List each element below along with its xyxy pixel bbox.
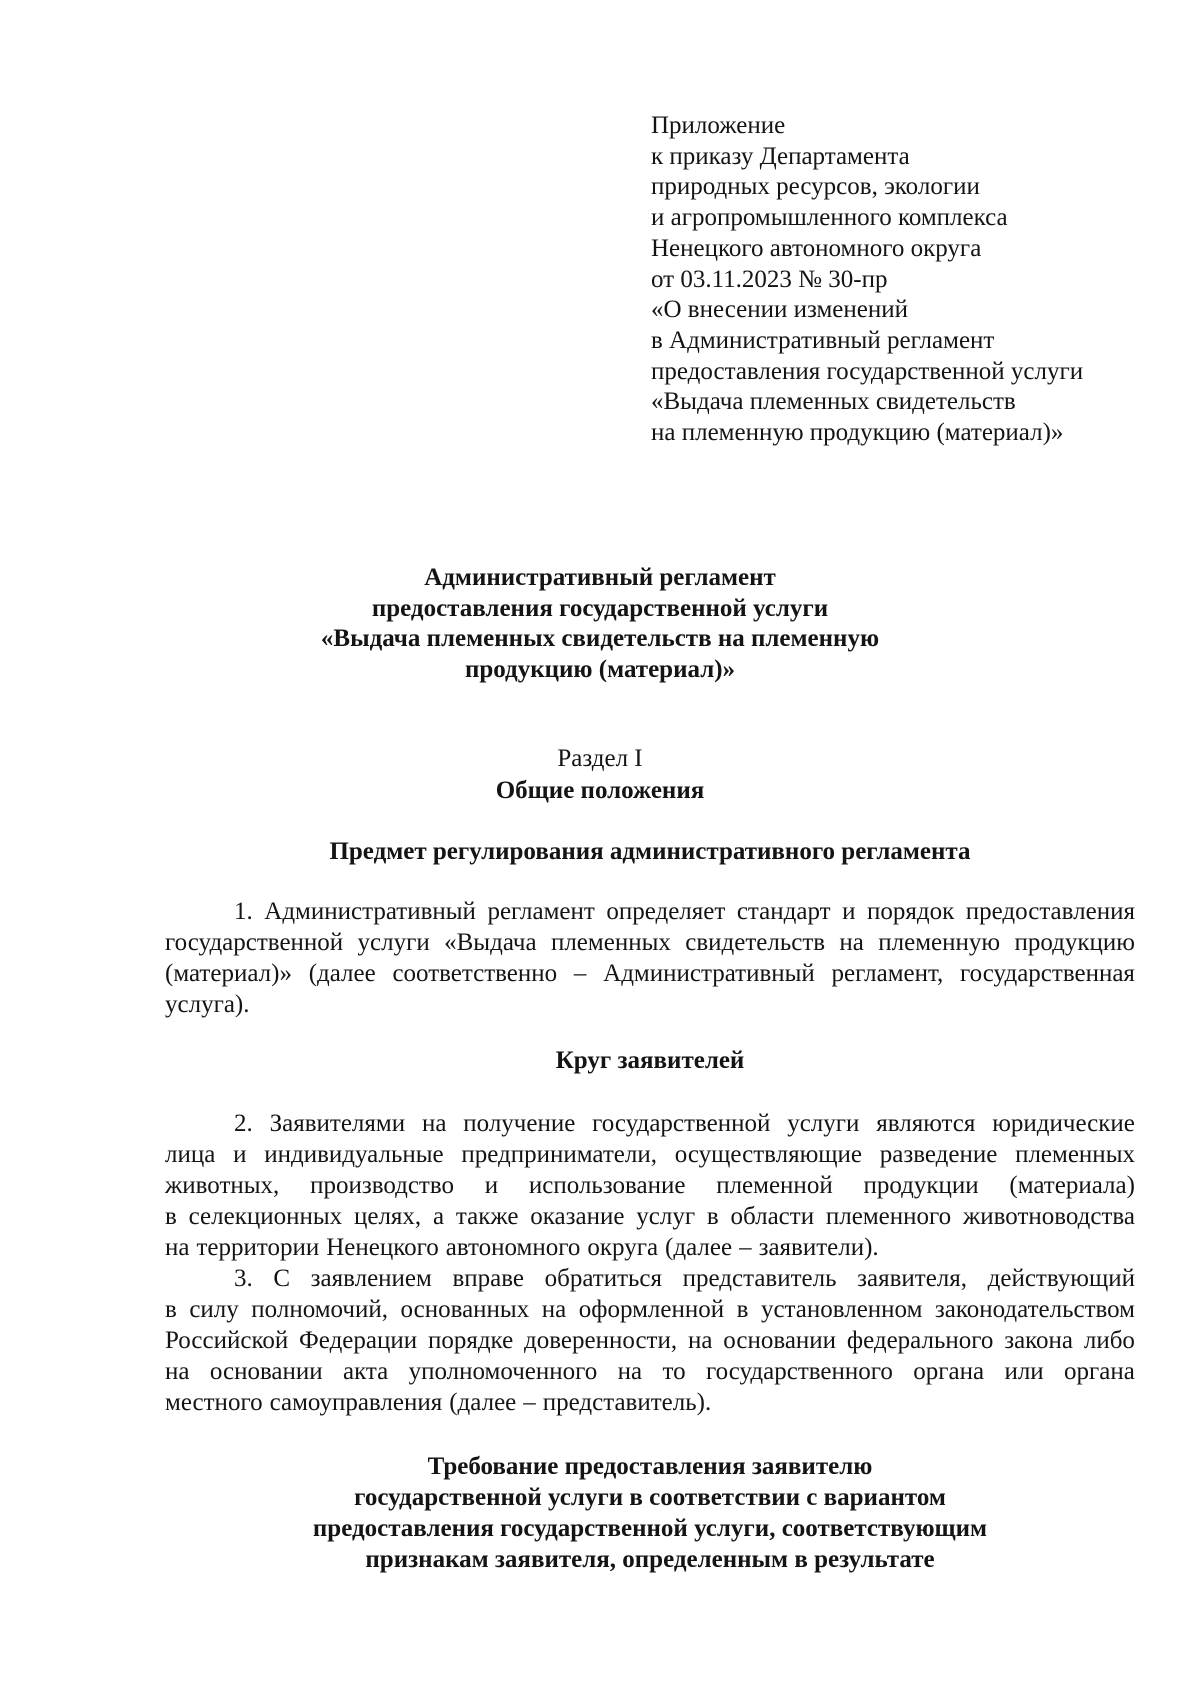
appendix-line: от 03.11.2023 № 30-пр [651,265,888,293]
section-name: Общие положения [495,777,705,804]
requirement-heading-line: Требование предоставления заявителю [427,1453,873,1480]
appendix-line: «О внесении изменений [651,296,909,324]
paragraph-line [165,1325,1135,1356]
paragraph-line [165,1356,1135,1387]
word: – [523,1389,536,1416]
paragraph-line [165,1232,1135,1263]
paragraph-line [165,989,1135,1020]
subject-heading [165,836,1135,867]
word: регламент, [831,960,944,987]
word: и [484,1172,499,1199]
word: органа [1064,1358,1135,1385]
word: представитель [682,1265,837,1292]
word: Федерации [299,1327,418,1354]
word: услуга). [165,991,250,1018]
applicants-heading-text: Круг заявителей [555,1047,745,1074]
word: осуществляющие [674,1141,862,1168]
word: предприниматели, [461,1141,657,1168]
word: акта [343,1358,389,1385]
paragraph-3 [165,1263,1135,1418]
appendix-line: «Выдача племенных свидетельств [651,388,1016,416]
appendix-line: в Административный регламент [651,326,995,354]
appendix-line: предоставления государственной услуги [651,357,1084,385]
word: – [739,1234,752,1261]
appendix-block [651,111,1171,449]
subject-heading-text: Предмет регулирования административного регламента [329,838,971,865]
word: государственная [960,960,1135,987]
word: производство [310,1172,454,1199]
word: услуги [357,929,430,956]
word: в [165,1296,177,1323]
word: племенного [825,1203,952,1230]
word: на [165,1234,190,1261]
word: предоставления [965,898,1135,925]
word: и [233,1141,247,1168]
word: доверенности, [524,1327,678,1354]
word: (далее [665,1234,733,1261]
word: свидетельств [685,929,826,956]
word: Административный [603,960,815,987]
word: юридические [992,1110,1135,1137]
word: заявлением [310,1265,432,1292]
word: (далее [449,1389,517,1416]
word: на [839,929,864,956]
word: племенных [550,929,671,956]
paragraph-line [165,1294,1135,1325]
word: С [273,1265,291,1292]
word: то [662,1358,686,1385]
word: порядке [427,1327,514,1354]
word: (материала) [1009,1172,1135,1199]
word: селекционных [188,1203,343,1230]
paragraph-line [165,1108,1135,1139]
paragraph-line [165,927,1135,958]
word: в [165,1203,177,1230]
word: регламент [487,898,595,925]
word: оформленной [578,1296,725,1323]
document-title-line: Административный регламент [424,564,776,591]
word: федерального [846,1327,994,1354]
word: услуги [787,1110,860,1137]
requirement-heading-line: признакам заявителя, определенным в результате [365,1546,935,1573]
word: на [687,1327,713,1354]
paragraph-1 [165,896,1135,1020]
word: установленном [760,1296,923,1323]
word: животноводства [962,1203,1135,1230]
word: племенных [1015,1141,1135,1168]
word: государственного [705,1358,893,1385]
word: основании [209,1358,323,1385]
word: также [455,1203,519,1230]
word: заявители). [758,1234,879,1261]
word: основании [723,1327,837,1354]
paragraph-line [165,958,1135,989]
word: (далее [308,960,376,987]
word: действующий [987,1265,1135,1292]
word: 2. [234,1110,253,1137]
word: Ненецкого [326,1234,439,1261]
document-title [200,563,1000,685]
document-title-line: «Выдача племенных свидетельств на племенную [320,625,880,652]
appendix-line: к приказу Департамента [651,142,910,170]
word: продукции [863,1172,979,1199]
paragraph-line [165,1387,1135,1418]
word: разведение [879,1141,998,1168]
word: оказание [530,1203,625,1230]
appendix-line: природных ресурсов, экологии [651,173,980,201]
word: на [617,1358,643,1385]
word: Административный [264,898,476,925]
applicants-heading [165,1045,1135,1076]
word: а [432,1203,445,1230]
paragraph-line [165,896,1135,927]
document-title-line: продукцию (материал)» [464,655,736,683]
word: либо [1083,1327,1135,1354]
word: (материал)» [165,960,292,987]
word: автономного [445,1234,581,1261]
word: государственной [165,929,344,956]
word: в [736,1296,749,1323]
word: услуг [636,1203,696,1230]
section-label: Раздел I [557,745,643,772]
word: Заявителями [269,1110,406,1137]
appendix-line: Ненецкого автономного округа [651,234,982,262]
word: 3. [234,1265,253,1292]
word: в [706,1203,719,1230]
word: являются [876,1110,976,1137]
word: уполномоченного [408,1358,598,1385]
word: государственной [592,1110,771,1137]
word: животных, [165,1172,280,1199]
requirement-heading-line: предоставления государственной услуги, соответствующим [312,1515,988,1542]
word: на [421,1110,447,1137]
word: и [842,898,856,925]
word: лица [165,1141,216,1168]
word: племенной [716,1172,833,1199]
word: обратиться [544,1265,663,1292]
word: заявителя, [857,1265,968,1292]
word: вправе [452,1265,525,1292]
word: основанных [400,1296,530,1323]
word: закона [1004,1327,1074,1354]
word: определяет [606,898,726,925]
appendix-line: на племенную продукцию (материал)» [651,419,1064,447]
paragraph-line [165,1201,1135,1232]
word: законодательством [934,1296,1135,1323]
paragraph-line [165,1139,1135,1170]
word: силу [189,1296,239,1323]
requirement-heading-line: государственной услуги в соответствии с вариантом [354,1484,946,1511]
word: – [573,960,587,987]
paragraph-line [165,1170,1135,1201]
requirement-heading [165,1451,1135,1575]
document-title-line: предоставления государственной услуги [371,594,829,622]
word: или [1004,1358,1044,1385]
paragraph-line [165,1263,1135,1294]
word: соответственно [392,960,558,987]
word: порядок [866,898,955,925]
word: получение [463,1110,576,1137]
word: Российской [165,1327,289,1354]
appendix-line: и агропромышленного комплекса [651,204,1008,232]
word: 1. [234,898,253,925]
word: стандарт [736,898,831,925]
word: органа [913,1358,985,1385]
word: представитель). [542,1389,712,1416]
paragraph-2 [165,1108,1135,1263]
word: на [541,1296,567,1323]
word: территории [196,1234,320,1261]
word: «Выдача [444,929,537,956]
appendix-line: Приложение [651,112,786,139]
word: местного [165,1389,263,1416]
word: округа [587,1234,659,1261]
word: полномочий, [251,1296,388,1323]
word: области [730,1203,815,1230]
word: самоуправления [269,1389,443,1416]
word: на [165,1358,190,1385]
word: продукцию [1014,929,1135,956]
word: племенную [878,929,1001,956]
word: целях, [353,1203,422,1230]
word: индивидуальные [264,1141,444,1168]
word: использование [528,1172,686,1199]
